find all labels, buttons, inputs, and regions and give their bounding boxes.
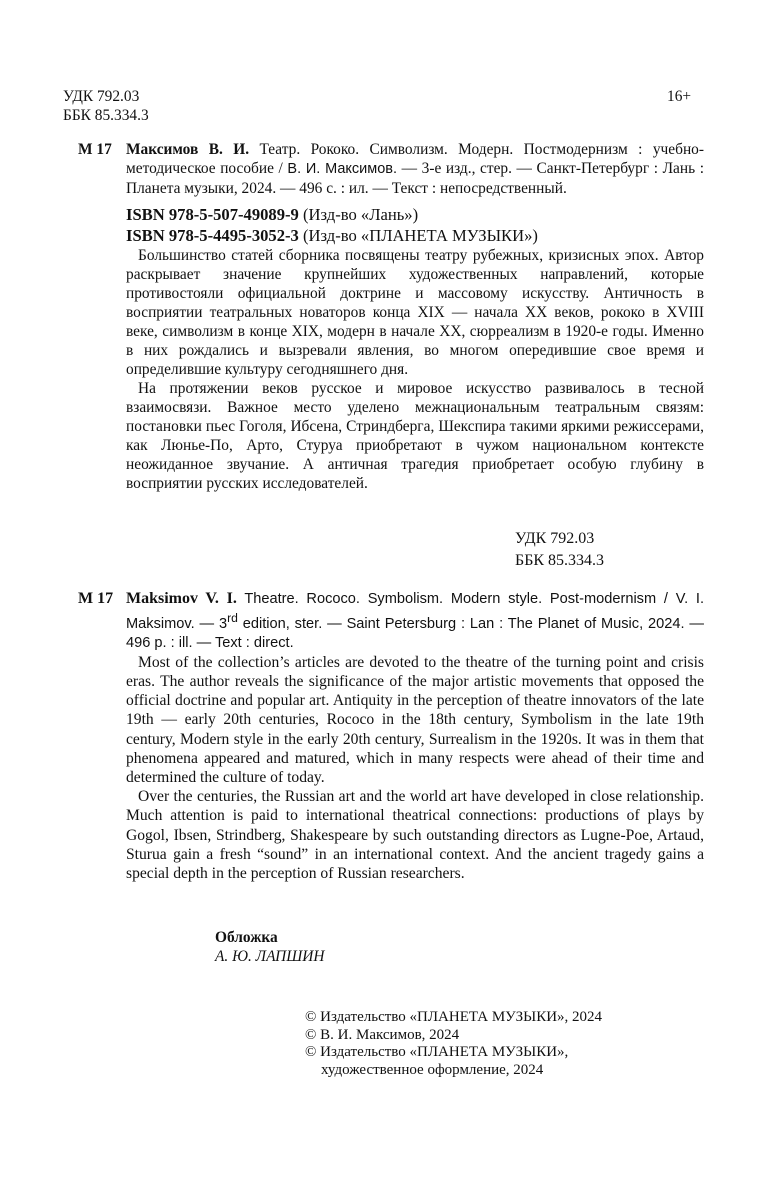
ru-title-text: Театр. Рококо. Символизм. Модерн. Постмодернизм : учебно-методическое пособие /	[126, 141, 705, 177]
isbn-number: ISBN 978-5-507-49089-9	[126, 205, 299, 224]
udk-code: УДК 792.03	[63, 88, 140, 105]
english-catalog-entry	[78, 589, 704, 883]
en-annotation-paragraph: Over the centuries, the Russian art and the world art have developed in close relationship. Much attention is paid to international theatrical connections: productions of plays by Gogol, Ibsen, Strindberg, Shakespeare by such outstanding directors as Lugne-Poe, Artaud, Sturua gain a fresh “sound” in an international context. And the ancient tragedy gains a special depth in the perception of Russian researchers.	[126, 788, 704, 883]
copyright-line: © В. И. Максимов, 2024	[305, 1026, 460, 1043]
en-edition-superscript: rd	[227, 611, 238, 625]
cover-artist: А. Ю. ЛАПШИН	[215, 948, 325, 965]
classification-codes	[63, 87, 149, 125]
isbn-publisher: (Изд-во «Лань»)	[298, 205, 419, 224]
age-rating: 16+	[667, 88, 692, 105]
isbn-list	[78, 204, 704, 246]
ru-responsibility: В. И. Максимов.	[287, 161, 398, 177]
ru-bibliographic-description	[126, 140, 704, 198]
ru-bibliographic-record	[78, 140, 704, 198]
copyright-line-continued: художественное оформление, 2024	[321, 1061, 544, 1078]
isbn-line	[126, 204, 704, 225]
en-imprint-text: edition, ster. — Saint Petersburg : Lan : The Planet of Music, 2024. — 496 p. : ill. — Text : direct.	[126, 615, 704, 651]
ru-imprint-text: — 3-е изд., стер. — Санкт-Петербург : Лань : Планета музыки, 2024. — 496 с. : ил. — Текст : непосредственный.	[126, 160, 704, 197]
en-bibliographic-description	[126, 589, 704, 653]
ru-annotation-paragraph: Большинство статей сборника посвящены театру рубежных, кризисных эпох. Автор раскрывает значение крупнейших художественных направлений, которые противостояли официальной доктрине и массовому искусству. Античность в восприятии театральных новаторов конца XIX — начала XX веков, рококо в XVIII веке, символизм в конце XIX, модерн в начале XX, сюрреализм в 1920-е годы. Именно в них рождались и вызревали явления, во многом опередившие свое время и определившие культуру сегодняшнего дня.	[126, 247, 704, 378]
isbn-line	[126, 225, 704, 246]
russian-catalog-entry	[78, 140, 704, 493]
cover-label: Обложка	[215, 929, 278, 946]
ru-author-name: Максимов В. И.	[126, 141, 250, 158]
copyright-line: © Издательство «ПЛАНЕТА МУЗЫКИ»,	[305, 1044, 569, 1060]
ru-annotation-paragraph: На протяжении веков русское и мировое искусство развивалось в тесной взаимосвязи. Важное место уделено межнациональным театральным связям: постановки пьес Гоголя, Ибсена, Стриндберга, Шекспира такими яркими режиссерами, как Люнье-По, Арто, Стуруа приобретают в чужом национальном контексте неожиданное звучание. А античная трагедия приобретает особую глубину в восприятии русских исследователей.	[126, 380, 704, 492]
en-title-text: Theatre. Rococo. Symbolism. Modern style. Post-modernism / V. I. Maksimov. — 3	[126, 591, 705, 632]
udk-code: УДК 792.03	[515, 530, 595, 547]
en-author-code: М 17	[78, 590, 114, 607]
copyright-line: © Издательство «ПЛАНЕТА МУЗЫКИ», 2024	[305, 1009, 603, 1025]
ru-classification-codes	[515, 528, 604, 572]
isbn-number: ISBN 978-5-4495-3052-3	[126, 226, 299, 245]
copyright-notices	[305, 1009, 602, 1079]
bbk-code: ББК 85.334.3	[515, 552, 605, 569]
cover-credit	[215, 928, 325, 966]
bbk-code: ББК 85.334.3	[63, 107, 149, 124]
en-annotation-paragraph: Most of the collection’s articles are devoted to the theatre of the turning point and crisis eras. The author reveals the significance of the major artistic movements that opposed the official doctrine and popular art. Antiquity in the perception of theatre innovators of the late 19th — early 20th centuries, Rococo in the 18th century, Symbolism in the late 19th century, Modern style in the early 20th century, Surrealism in the 1920s. It was in them that phenomena appeared and matured, which in many respects were ahead of their time and determined the culture of today.	[126, 653, 704, 787]
ru-author-code: М 17	[78, 141, 112, 158]
en-bibliographic-record	[78, 589, 704, 653]
isbn-publisher: (Изд-во «ПЛАНЕТА МУЗЫКИ»)	[298, 226, 538, 245]
en-author-name: Maksimov V. I.	[126, 590, 237, 607]
